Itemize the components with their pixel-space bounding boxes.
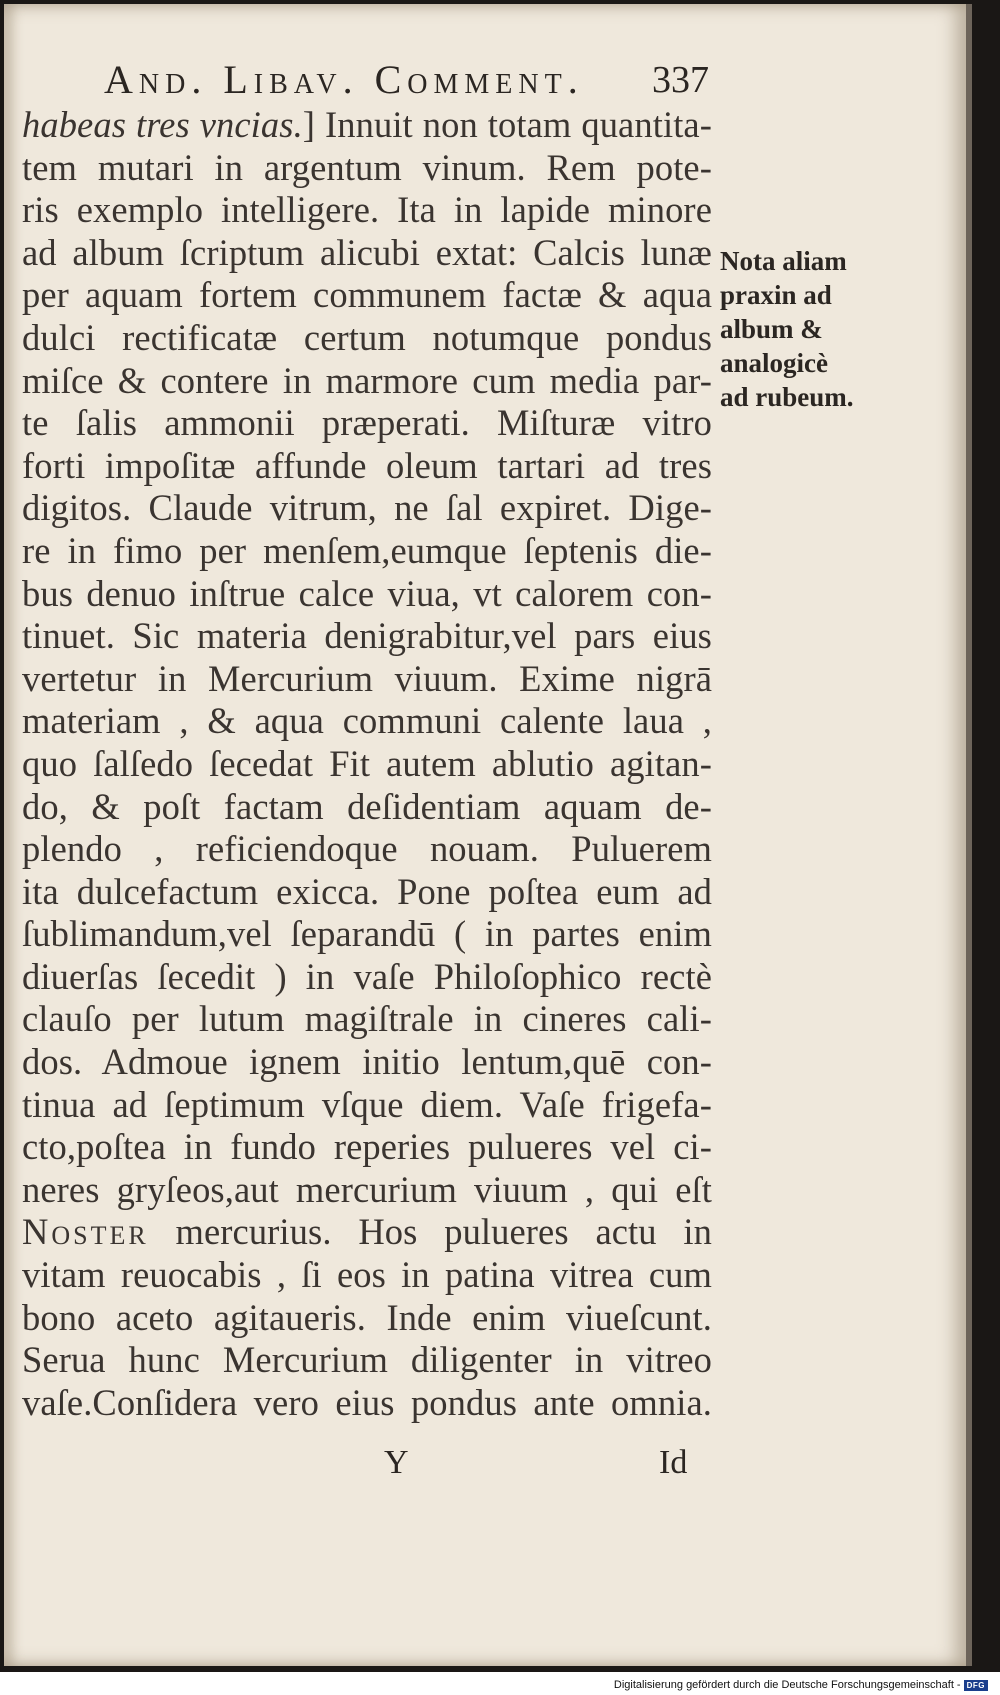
text-line: vertetur in Mercurium viuum. Exime nigrā (22, 657, 712, 699)
margin-note-line: album & (720, 314, 823, 344)
text-line (22, 1211, 712, 1254)
text-line-rest: ] Innuit non totam quantita- (302, 104, 712, 145)
catchword: Id (659, 1444, 688, 1481)
page-footer (4, 1444, 966, 1488)
credit-text: Digitalisierung gefördert durch die Deutsche Forschungsgemeinschaft - (613, 1679, 961, 1691)
text-line: ſublimandum,vel ſeparandū ( in partes enim (22, 913, 712, 955)
noster-word: Noster (22, 1211, 149, 1253)
text-line: neres gryſeos,aut mercurium viuum , qui eſt (22, 1168, 712, 1210)
text-line: quo ſalſedo ſecedat Fit autem ablutio agitan- (22, 742, 712, 784)
text-line: diuerſas ſecedit ) in vaſe Philoſophico rectè (22, 955, 712, 997)
margin-note-line: ad rubeum. (720, 382, 854, 412)
text-line: per aquam fortem communem factæ & aqua (22, 274, 712, 316)
text-line: digitos. Claude vitrum, ne ſal expiret. Dige- (22, 487, 712, 529)
lemma: habeas tres vncias. (22, 104, 303, 145)
digitization-credit (614, 1677, 988, 1693)
text-line: te ſalis ammonii præperati. Miſturæ vitro (22, 402, 712, 444)
margin-note-line: analogicè (720, 348, 828, 378)
text-line: miſce & contere in marmore cum media par- (22, 359, 712, 401)
text-line: clauſo per lutum magiſtrale in cineres cali- (22, 998, 712, 1040)
text-line: re in fimo per menſem,eumque ſeptenis die- (22, 529, 712, 571)
text-line: bono aceto agitaueris. Inde enim viueſcunt. (22, 1296, 712, 1338)
text-line: tinua ad ſeptimum vſque diem. Vaſe frigefa- (22, 1083, 712, 1125)
text-line: vaſe.Conſidera vero eius pondus ante omnia. (22, 1381, 712, 1423)
text-line-rest: mercurius. Hos pulueres actu in (148, 1211, 712, 1253)
text-line: cto,poſtea in fundo reperies pulueres vel ci- (22, 1126, 712, 1168)
book-page (4, 4, 966, 1666)
text-line: bus denuo inſtrue calce viua, vt calorem con- (22, 572, 712, 614)
text-line: plendo , reficiendoque nouam. Puluerem (22, 828, 712, 870)
text-line: ad album ſcriptum alicubi extat: Calcis lunæ (22, 231, 712, 273)
text-line: ita dulcefactum exicca. Pone poſtea eum ad (22, 870, 712, 912)
text-line: forti impoſitæ affunde oleum tartari ad tres (22, 444, 712, 486)
body-text (22, 104, 712, 1424)
page-edge (966, 4, 972, 1666)
text-line: dulci rectificatæ certum notumque pondus (22, 316, 712, 358)
text-line: vitam reuocabis , ſi eos in patina vitrea cum (22, 1254, 712, 1296)
text-line: dos. Admoue ignem initio lentum,quē con- (22, 1041, 712, 1083)
running-head (4, 56, 966, 106)
margin-note (720, 244, 880, 414)
text-line: tem mutari in argentum vinum. Rem pote- (22, 146, 712, 188)
text-line: Serua hunc Mercurium diligenter in vitreo (22, 1339, 712, 1381)
margin-note-line: praxin ad (720, 280, 832, 310)
signature-mark: Y (384, 1444, 409, 1481)
text-line (22, 104, 712, 147)
margin-note-line: Nota aliam (720, 246, 847, 276)
text-line: ris exemplo intelligere. Ita in lapide minore (22, 189, 712, 231)
running-title: And. Libav. Comment. (104, 57, 584, 102)
dfg-logo: DFG (964, 1680, 988, 1691)
text-line: materiam , & aqua communi calente laua , (22, 700, 712, 742)
page-number: 337 (652, 59, 709, 101)
text-line: do, & poſt factam deſidentiam aquam de- (22, 785, 712, 827)
text-line: tinuet. Sic materia denigrabitur,vel pars eius (22, 615, 712, 657)
